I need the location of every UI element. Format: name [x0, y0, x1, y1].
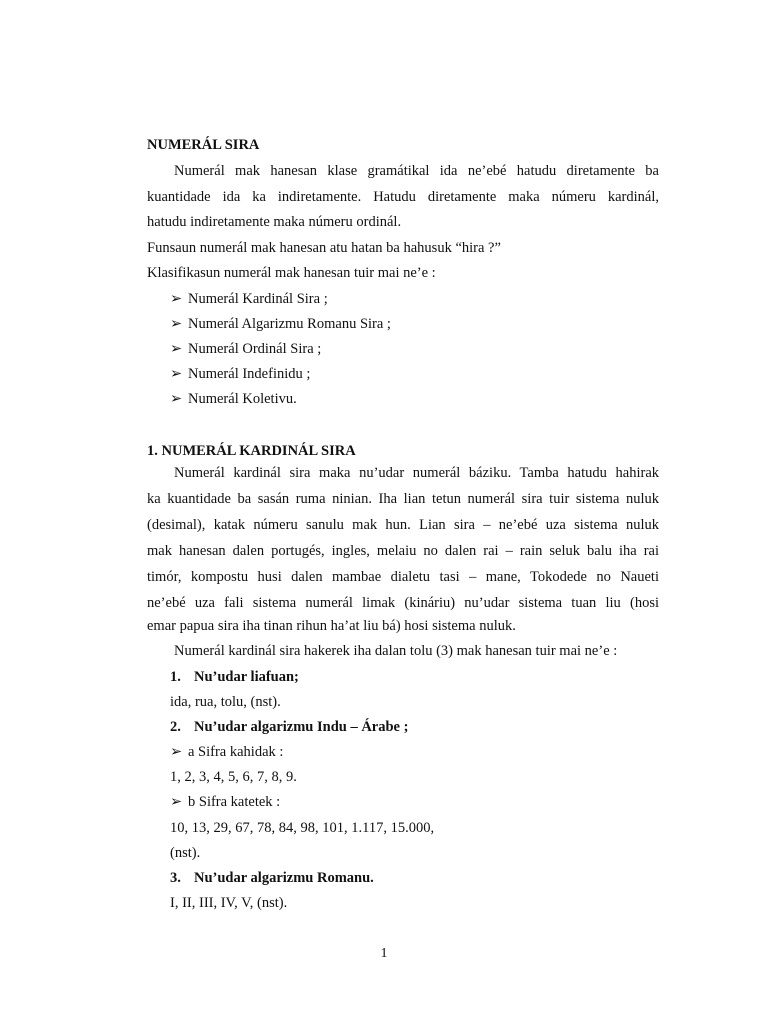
para3-line: Numerál kardinál sira hakerek iha dalan tolu (3) mak hanesan tuir mai ne’e : — [174, 643, 618, 659]
section-heading-numeral-sira: NUMERÁL SIRA — [147, 137, 260, 153]
arrow-bullet-icon: ➢ — [170, 391, 183, 407]
list-item: ➢ b Sifra katetek : — [170, 794, 281, 810]
item1-text: ida, rua, tolu, (nst). — [170, 694, 281, 710]
item2-sub-b-text-2: (nst). — [170, 845, 201, 861]
para2-line-1: Numerál kardinál sira maka nu’udar numerál báziku. Tamba hatudu hahirak — [174, 465, 659, 481]
numbered-item-2: 2. Nu’udar algarizmu Indu – Árabe ; — [170, 719, 409, 735]
list-item: ➢ Numerál Algarizmu Romanu Sira ; — [170, 316, 391, 332]
para2-line-5: timór, kompostu husi dalen mambae dialetu tasi – mane, Tokodede no Naueti — [147, 569, 659, 585]
list-item: ➢ Numerál Ordinál Sira ; — [170, 341, 322, 357]
para2-line-3: (desimal), katak númeru sanulu mak hun. Lian sira – ne’ebé uza sistema nuluk — [147, 517, 659, 533]
arrow-bullet-icon: ➢ — [170, 744, 183, 760]
para2-line-4: mak hanesan dalen portugés, ingles, melaiu no dalen rai – rain seluk balu iha rai — [147, 543, 659, 559]
intro-line-3: hatudu indiretamente maka númeru ordinál. — [147, 214, 402, 230]
arrow-bullet-icon: ➢ — [170, 316, 183, 332]
item2-sub-b-text: 10, 13, 29, 67, 78, 84, 98, 101, 1.117, 15.000, — [170, 820, 435, 836]
intro-line-1: Numerál mak hanesan klase gramátikal ida ne’ebé hatudu diretamente ba — [174, 163, 659, 179]
para2-line-6: ne’ebé uza fali sistema numerál limak (kináriu) nu’udar sistema tuan liu (hosi — [147, 595, 659, 611]
intro-line-2: kuantidade ida ka indiretamente. Hatudu diretamente maka númeru kardinál, — [147, 189, 659, 205]
list-item: ➢ Numerál Koletivu. — [170, 391, 297, 407]
section-heading-kardinal: 1. NUMERÁL KARDINÁL SIRA — [147, 443, 356, 459]
arrow-bullet-icon: ➢ — [170, 794, 183, 810]
list-item: ➢ Numerál Indefinidu ; — [170, 366, 311, 382]
numbered-item-1: 1. Nu’udar liafuan; — [170, 669, 299, 685]
list-item: ➢ Numerál Kardinál Sira ; — [170, 291, 328, 307]
para2-line-7: emar papua sira iha tinan rihun ha’at liu bá) hosi sistema nuluk. — [147, 618, 516, 634]
arrow-bullet-icon: ➢ — [170, 366, 183, 382]
list-item: ➢ a Sifra kahidak : — [170, 744, 284, 760]
item2-sub-a-text: 1, 2, 3, 4, 5, 6, 7, 8, 9. — [170, 769, 297, 785]
numbered-item-3: 3. Nu’udar algarizmu Romanu. — [170, 870, 374, 886]
item3-text: I, II, III, IV, V, (nst). — [170, 895, 288, 911]
para2-line-2: ka kuantidade ba sasán ruma ninian. Iha lian tetun numerál sira tuir sistema nuluk — [147, 491, 659, 507]
arrow-bullet-icon: ➢ — [170, 291, 183, 307]
klasifikasun-line: Klasifikasun numerál mak hanesan tuir mai ne’e : — [147, 265, 436, 281]
page-number: 1 — [380, 946, 388, 961]
arrow-bullet-icon: ➢ — [170, 341, 183, 357]
funsaun-line: Funsaun numerál mak hanesan atu hatan ba hahusuk “hira ?” — [147, 240, 501, 256]
